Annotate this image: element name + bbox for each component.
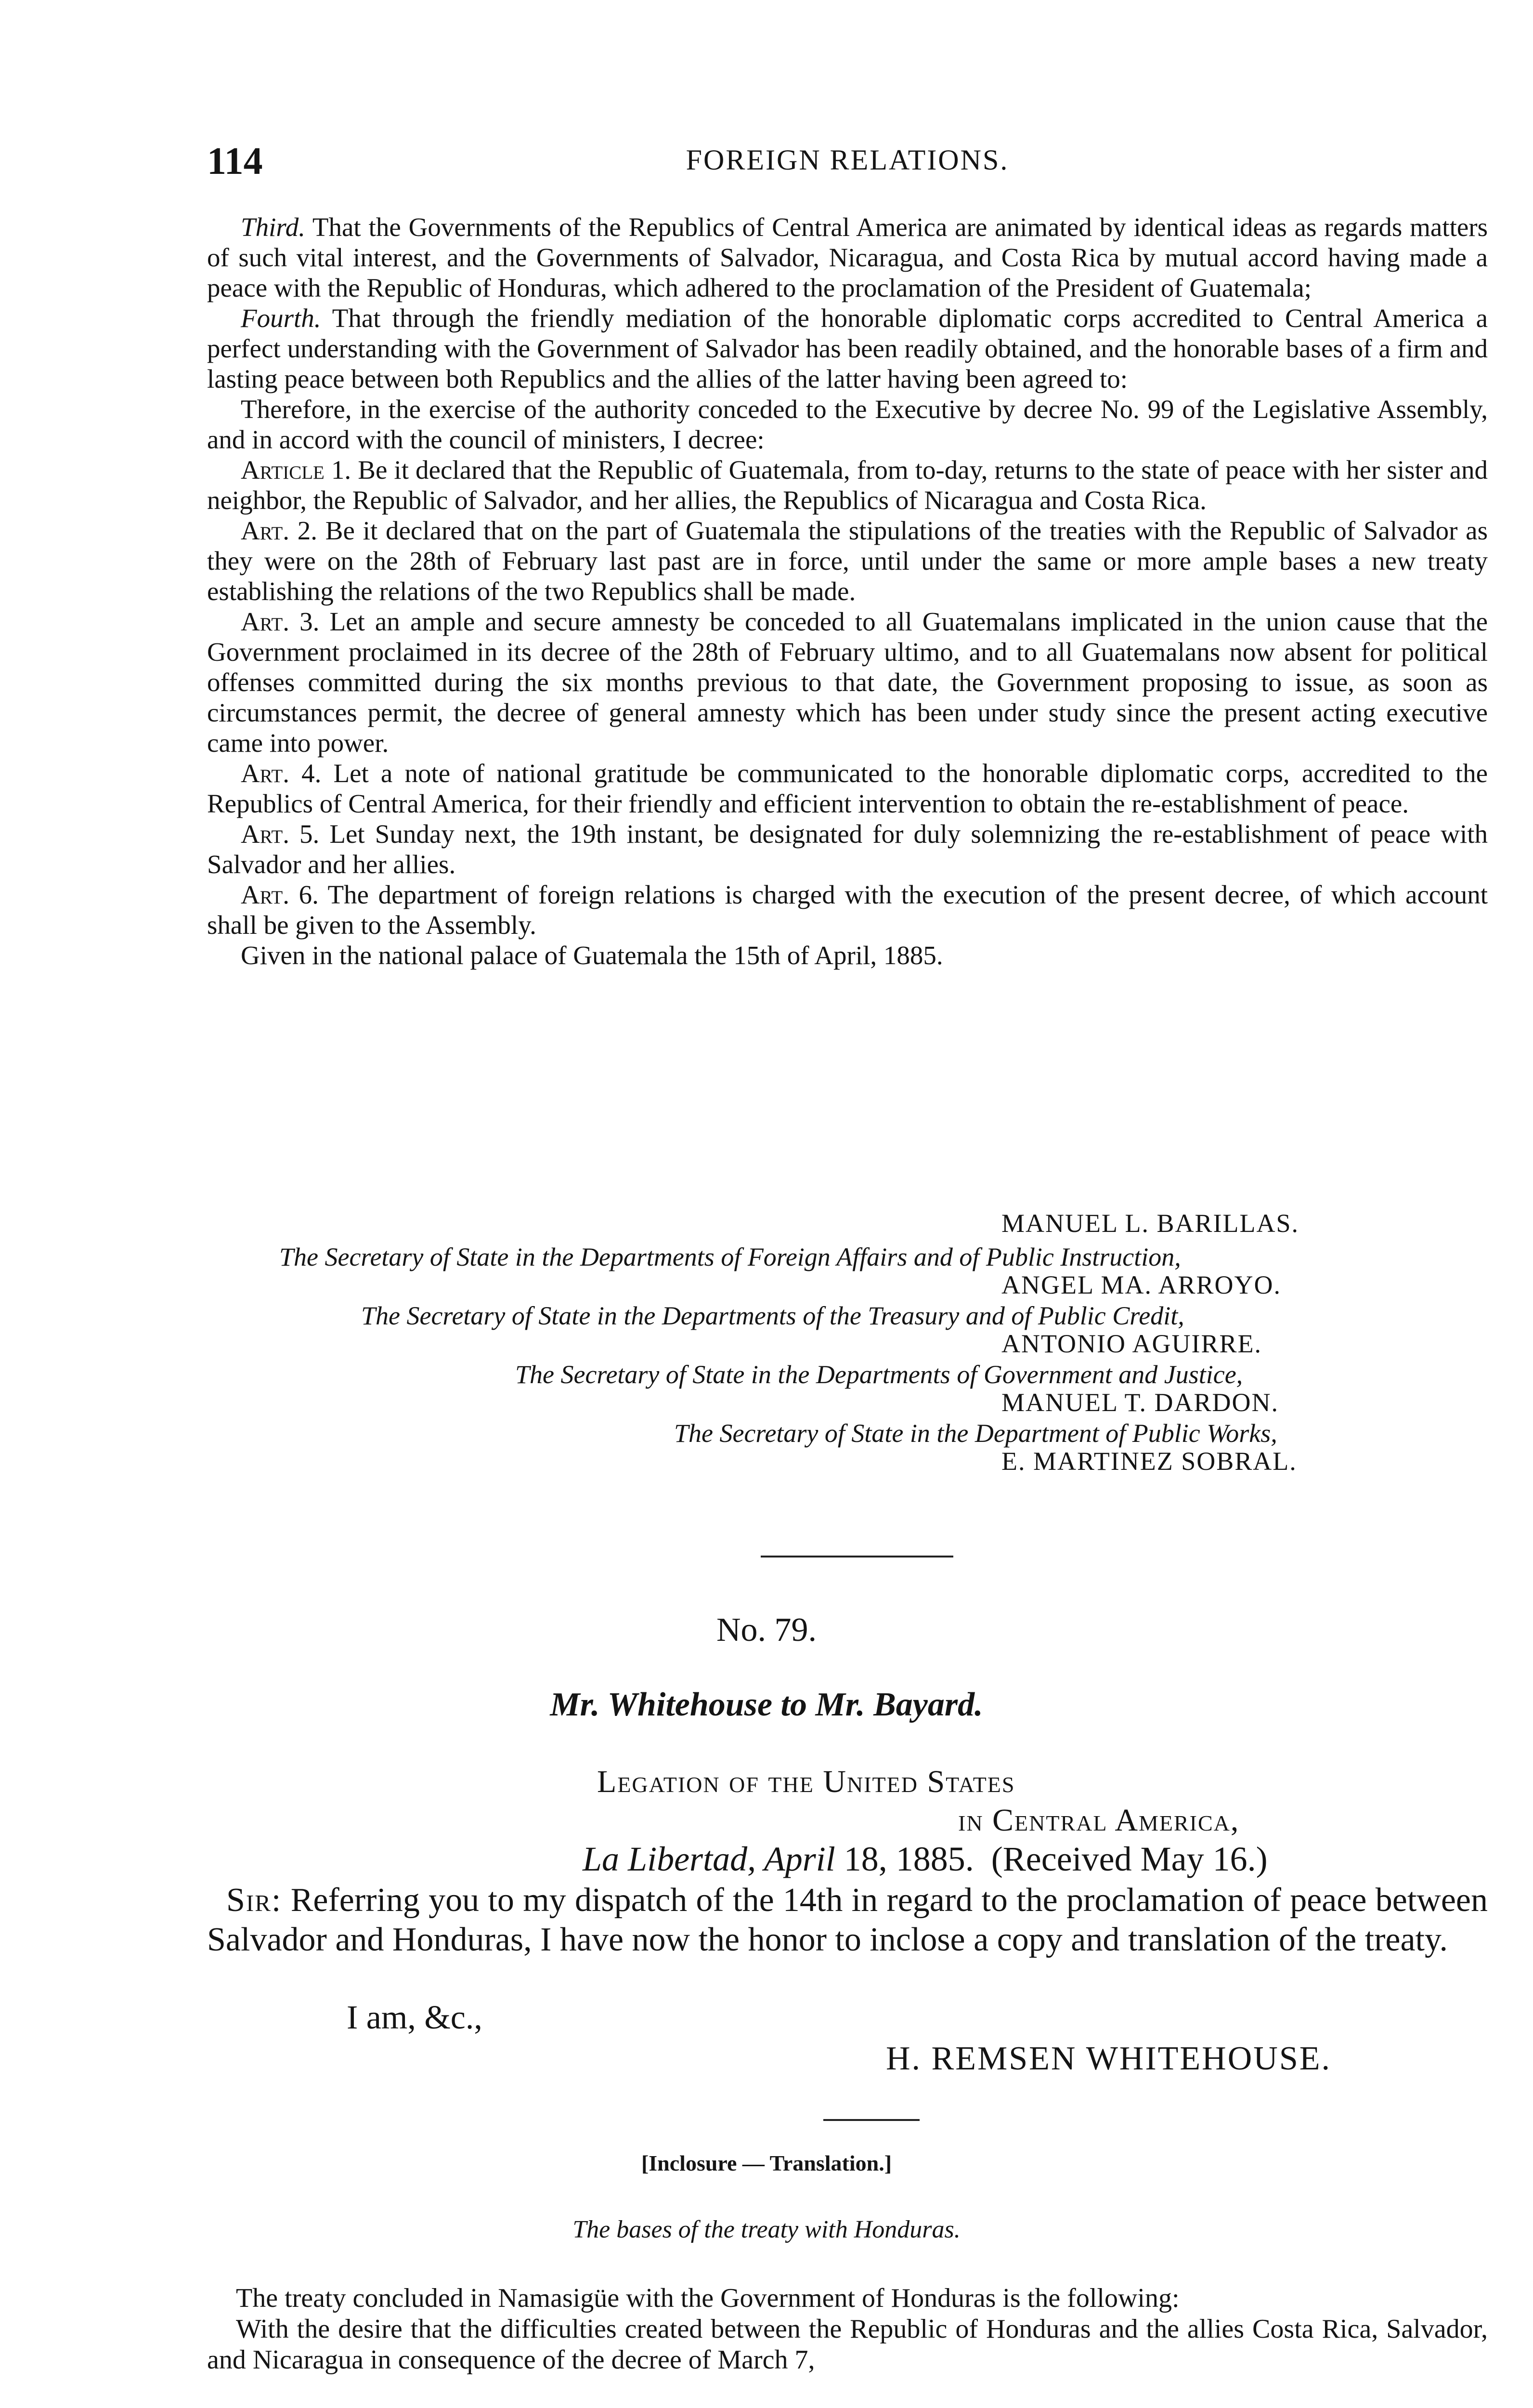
signer-role: The Secretary of State in the Departments of the Treasury and of Public Credit, <box>361 1301 1184 1330</box>
running-title: FOREIGN RELATIONS. <box>686 144 1009 176</box>
page-header <box>207 140 1488 183</box>
section-divider <box>761 1556 953 1557</box>
article-5 <box>207 819 1488 879</box>
article-text: Be it declared that the Republic of Guatemala, from to-day, returns to the state of peace with her sister and neighbor, the Republic of Salvador, and her allies, the Republics of Nicaragua and Costa Rica. <box>207 455 1488 515</box>
legation-line-2: in Central America, <box>958 1803 1240 1838</box>
signer-role: The Secretary of State in the Departments of Government and Justice, <box>515 1360 1243 1389</box>
decree-text <box>207 212 1488 970</box>
inclosure-divider <box>823 2119 920 2121</box>
dispatch-text: Referring you to my dispatch of the 14th in regard to the proclamation of peace between Salvador and Honduras, I have now the honor to inclose a copy and translation of the treaty. <box>207 1882 1488 1958</box>
president-row <box>207 1209 1488 1243</box>
article-1 <box>207 455 1488 515</box>
paragraph-text: Given in the national palace of Guatemala the 15th of April, 1885. <box>241 941 943 970</box>
article-text: Let Sunday next, the 19th instant, be designated for duly solemnizing the re-establishment of peace with Salvador and her allies. <box>207 819 1488 879</box>
signer-name: ANTONIO AGUIRRE. <box>1001 1329 1262 1358</box>
place: La Libertad, April <box>583 1840 835 1878</box>
signer-row <box>207 1243 1488 1301</box>
signer-role: The Secretary of State in the Departments of Foreign Affairs and of Public Instruction, <box>279 1243 1181 1271</box>
received-note: (Received May 16.) <box>991 1840 1268 1878</box>
paragraph-fourth <box>207 303 1488 394</box>
article-text: Be it declared that on the part of Guatemala the stipulations of the treaties with the Republic of Salvador as they were on the 28th of February last past are in force, until under the same or more ample bases a new treaty establishing the relations of the two Republics shall be made. <box>207 516 1488 606</box>
article-text: Let a note of national gratitude be communicated to the honorable diplomatic corps, accredited to the Republics of Central America, for their friendly and efficient intervention to obtain the re-establishment of peace. <box>207 759 1488 818</box>
given-line <box>207 940 1488 970</box>
treaty-heading: The bases of the treaty with Honduras. <box>572 2216 961 2243</box>
article-4 <box>207 758 1488 819</box>
treaty-text <box>207 2283 1488 2375</box>
paragraph-third <box>207 212 1488 303</box>
decree-signatures <box>207 1209 1488 1478</box>
article-text: The department of foreign relations is charged with the execution of the present decree, of which account shall be given to the Assembly. <box>207 880 1488 940</box>
article-text: Let an ample and secure amnesty be conceded to all Guatemalans implicated in the union cause that the Government proclaimed in its decree of the 28th of February ultimo, and to all Guatemalans now absent for political offenses committed during the six months previous to that date, the Government proposing to issue, as soon as circumstances permit, the decree of general amnesty which has been under study since the present acting executive came into power. <box>207 607 1488 758</box>
signer-row <box>207 1360 1488 1419</box>
article-lead: Art. 6. <box>241 880 319 909</box>
article-3 <box>207 606 1488 758</box>
article-lead: Art. 2. <box>241 516 317 545</box>
signer-name: E. MARTINEZ SOBRAL. <box>1001 1447 1297 1476</box>
paragraph-therefore <box>207 394 1488 455</box>
article-2 <box>207 515 1488 606</box>
dispatch-signer: H. REMSEN WHITEHOUSE. <box>886 2040 1332 2077</box>
article-lead: Art. 5. <box>241 819 320 849</box>
president-name: MANUEL L. BARILLAS. <box>1001 1209 1299 1238</box>
signer-row <box>207 1301 1488 1360</box>
signer-row <box>207 1419 1488 1478</box>
signer-name: MANUEL T. DARDON. <box>1001 1388 1279 1417</box>
document-number: No. 79. <box>716 1611 817 1649</box>
paragraph-lead: Third. <box>241 212 305 242</box>
article-lead: Art. 3. <box>241 607 320 636</box>
treaty-paragraph: The treaty concluded in Namasigüe with the Government of Honduras is the following: <box>236 2283 1180 2313</box>
salutation: Sir: <box>226 1882 282 1919</box>
inclosure-label: [Inclosure — Translation.] <box>641 2151 892 2175</box>
page-number: 114 <box>207 140 263 183</box>
paragraph-lead: Fourth. <box>241 303 321 333</box>
legation-line-1: Legation of the United States <box>597 1764 1015 1799</box>
signer-name: ANGEL MA. ARROYO. <box>1001 1270 1282 1299</box>
paragraph-text: That the Governments of the Republics of Central America are animated by identical ideas as regards matters of such vital interest, and the Governments of Salvador, Nicaragua, and Costa Rica by mutual accord having made a peace with the Republic of Honduras, which adhered to the proclamation of the President of Guatemala; <box>207 212 1488 302</box>
dispatch-body <box>207 1881 1488 1960</box>
document-heading: Mr. Whitehouse to Mr. Bayard. <box>550 1686 983 1723</box>
closing: I am, &c., <box>347 1999 482 2036</box>
dispatch-paragraph <box>207 1881 1488 1960</box>
date: 18, 1885. <box>844 1840 974 1878</box>
signer-role: The Secretary of State in the Department of Public Works, <box>674 1419 1277 1448</box>
treaty-paragraph: With the desire that the difficulties created between the Republic of Honduras and the allies Costa Rica, Salvador, and Nicaragua in consequence of the decree of March 7, <box>207 2314 1488 2375</box>
paragraph-text: Therefore, in the exercise of the authority conceded to the Executive by decree No. 99 of the Legislative Assembly, and in accord with the council of ministers, I decree: <box>207 394 1488 454</box>
place-date-line <box>583 1840 1533 1878</box>
article-6 <box>207 879 1488 940</box>
paragraph-text: That through the friendly mediation of the honorable diplomatic corps accredited to Central America a perfect understanding with the Government of Salvador has been readily obtained, and the honorable bases of a firm and lasting peace between both Republics and the allies of the latter having been agreed to: <box>207 303 1488 393</box>
article-lead: Art. 4. <box>241 759 322 788</box>
article-lead: Article 1. <box>241 455 351 484</box>
